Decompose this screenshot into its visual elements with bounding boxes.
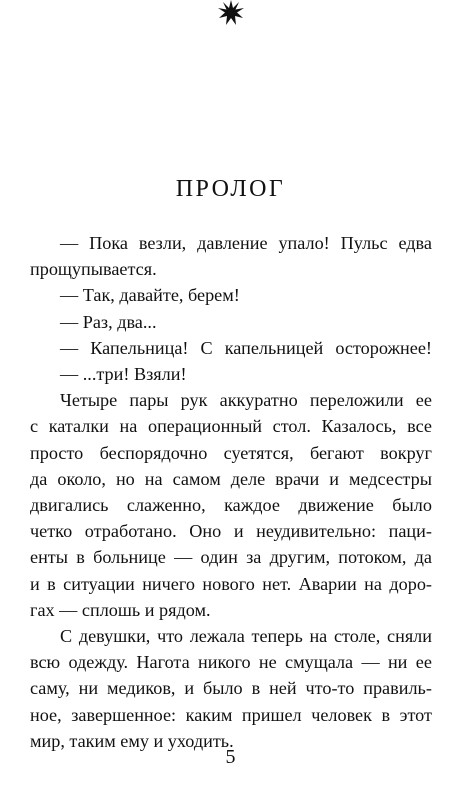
text-line: Четыре пары рук аккуратно переложили ее [60,390,432,411]
text-line: — Так, давайте, берем! [60,285,240,306]
text-line: и в ситуации ничего нового нет. Аварии на доро- [30,573,432,594]
text-line: — ...три! Взяли! [60,364,187,385]
text-line: ное, завершенное: каким пришел человек в этот [30,704,432,725]
text-line: всю одежду. Нагота никого не смущала — ни ее [30,652,432,673]
text-line: да около, но на самом деле врачи и медсестры [30,468,432,489]
text-line: двигались слаженно, каждое движение было [30,495,432,516]
text-line: С девушки, что лежала теперь на столе, сняли [60,626,432,647]
page-number: 5 [225,746,236,768]
text-line: мир, таким ему и уходить. [30,730,234,751]
text-line: просто беспорядочно суетятся, бегают вокруг [30,442,432,463]
text-line: — Капельница! С капельницей осторожнее! [60,337,432,358]
text-line: гах — сплошь и рядом. [30,599,211,620]
text-line: енты в больнице — один за другим, потоком, да [30,547,432,568]
text-line: с каталки на операционный стол. Казалось, все [30,416,432,437]
text-line: — Пока везли, давление упало! Пульс едва [60,233,432,253]
chapter-title: ПРОЛОГ [175,176,286,202]
text-line: четко отработано. Оно и неудивительно: паци- [30,521,432,542]
body-text [30,230,432,754]
text-line: саму, ни медиков, и было в ней что-то правиль- [30,678,432,699]
text-line: — Раз, два... [60,311,157,332]
text-line: прощупывается. [30,259,157,280]
star-burst-icon [218,0,244,26]
